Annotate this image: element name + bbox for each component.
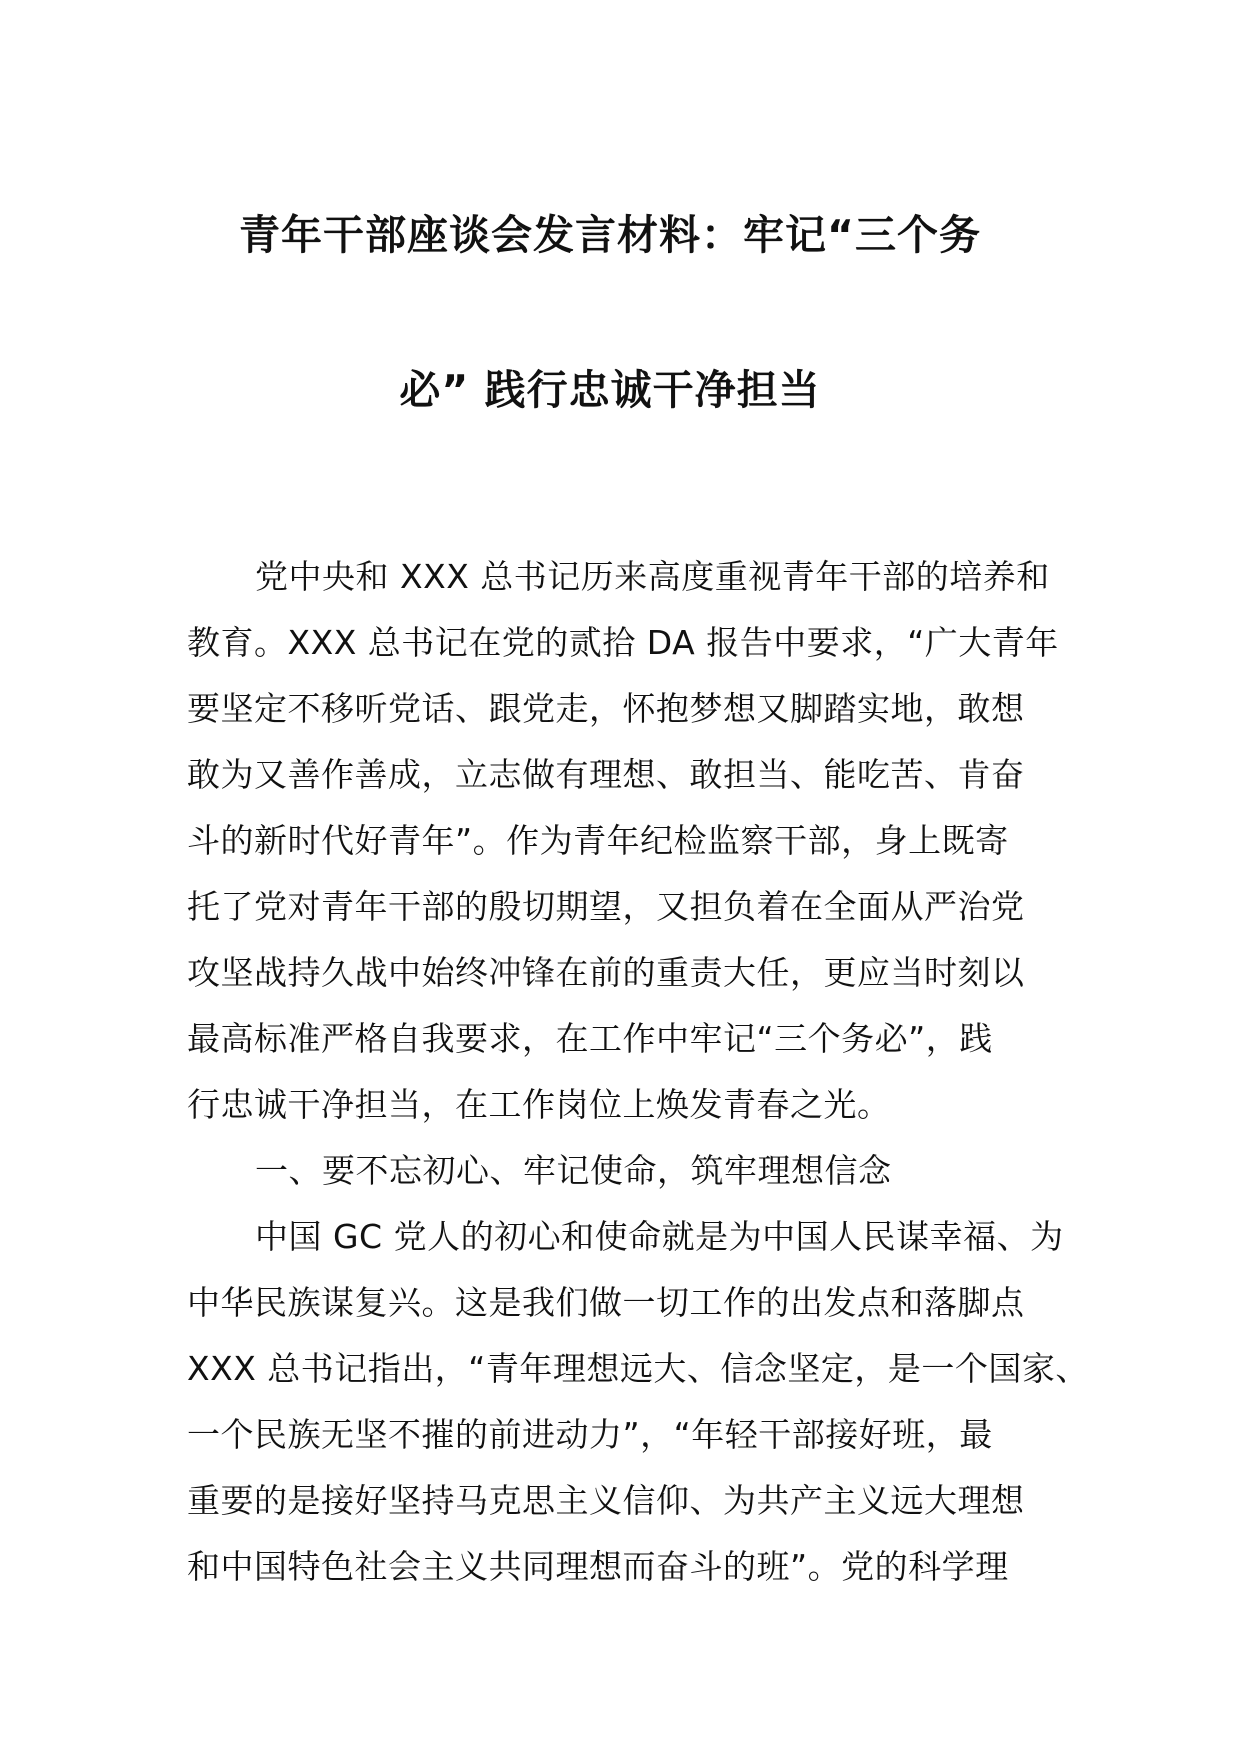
paragraph-line: 敢为又善作善成，立志做有理想、敢担当、能吃苦、肯奋: [187, 755, 1025, 794]
paragraph-line: XXX 总书记指出，“青年理想远大、信念坚定，是一个国家、: [187, 1349, 1089, 1388]
paragraph-line: 要坚定不移听党话、跟党走，怀抱梦想又脚踏实地，敢想: [187, 689, 1025, 728]
paragraph-line: 教育。XXX 总书记在党的贰拾 DA 报告中要求，“广大青年: [187, 623, 1059, 662]
paragraph-line: 攻坚战持久战中始终冲锋在前的重责大任，更应当时刻以: [187, 953, 1025, 992]
paragraph-line: 和中国特色社会主义共同理想而奋斗的班”。党的科学理: [187, 1547, 1009, 1586]
section-heading: 一、要不忘初心、牢记使命，筑牢理想信念: [255, 1151, 892, 1190]
paragraph-line: 斗的新时代好青年”。作为青年纪检监察干部，身上既寄: [187, 821, 1009, 860]
document-title-line-2: 必” 践行忠诚干净担当: [399, 366, 821, 414]
document-body: [187, 544, 1089, 1600]
paragraph-line: 中国 GC 党人的初心和使命就是为中国人民谋幸福、为: [255, 1217, 1064, 1256]
paragraph-line: 一个民族无坚不摧的前进动力”，“年轻干部接好班，最: [187, 1415, 993, 1454]
paragraph-line: 党中央和 XXX 总书记历来高度重视青年干部的培养和: [255, 557, 1050, 596]
paragraph-line: 重要的是接好坚持马克思主义信仰、为共产主义远大理想: [187, 1481, 1025, 1520]
paragraph-line: 中华民族谋复兴。这是我们做一切工作的出发点和落脚点: [187, 1283, 1025, 1322]
paragraph-line: 行忠诚干净担当，在工作岗位上焕发青春之光。: [187, 1085, 891, 1124]
paragraph-line: 托了党对青年干部的殷切期望，又担负着在全面从严治党: [187, 887, 1025, 926]
document-title-line-1: 青年干部座谈会发言材料：牢记“三个务: [239, 211, 981, 259]
paragraph-line: 最高标准严格自我要求，在工作中牢记“三个务必”，践: [187, 1019, 993, 1058]
